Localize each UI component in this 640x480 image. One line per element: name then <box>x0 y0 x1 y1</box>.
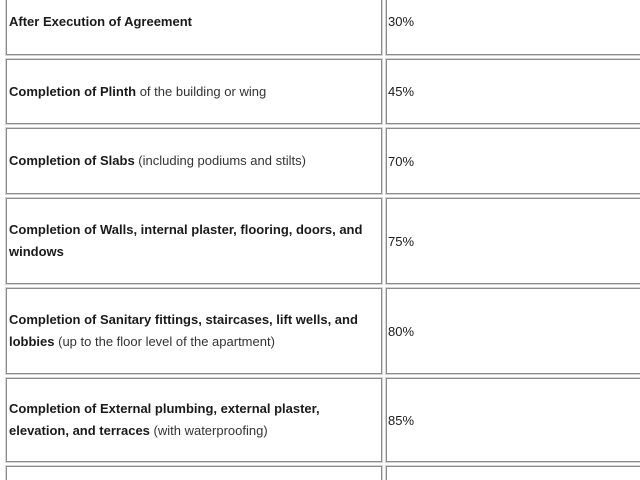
table-row-stage-cell <box>6 59 382 124</box>
table-row-percent-cell <box>386 198 640 284</box>
stage-text <box>9 219 375 263</box>
stage-note-text: (including podiums and stilts) <box>134 153 306 168</box>
stage-text <box>9 398 375 442</box>
stage-bold-text: Completion of Plinth <box>9 83 137 99</box>
stage-bold-text: Completion of Slabs <box>9 153 135 168</box>
table-row-percent-cell <box>386 288 640 374</box>
table-row-stage-cell <box>6 0 382 55</box>
table-row-stage-cell <box>6 198 382 284</box>
table-row-percent-cell <box>386 0 640 55</box>
stage-bold-text: Completion of External plumbing, external plaster, elevation, and terraces <box>9 401 320 438</box>
stage-note-text: of the building or wing <box>136 83 267 99</box>
percent-value: 45% <box>388 84 415 99</box>
percent-value: 70% <box>388 153 415 169</box>
percent-value: 80% <box>388 323 415 339</box>
table-row-percent-cell <box>386 128 640 194</box>
stage-text <box>9 150 306 172</box>
table-row-stage-cell <box>6 466 382 480</box>
percent-value: 30% <box>388 14 415 29</box>
table-row-percent-cell <box>386 466 640 480</box>
stage-bold-text: After Execution of Agreement <box>9 13 192 29</box>
table-row-stage-cell <box>6 128 382 194</box>
stage-bold-text: Completion of Sanitary fittings, staircases, lift wells, and lobbies <box>9 312 358 349</box>
stage-note-text: (with waterproofing) <box>149 423 268 438</box>
stage-bold-text: Completion of Walls, internal plaster, flooring, doors, and windows <box>9 222 363 259</box>
table-row-percent-cell <box>386 378 640 462</box>
table-row-stage-cell <box>6 288 382 374</box>
percent-value: 85% <box>388 412 415 428</box>
stage-text <box>9 309 375 353</box>
stage-text <box>9 11 192 33</box>
stage-text <box>9 81 266 103</box>
percent-value: 75% <box>388 233 415 249</box>
stage-note-text: (up to the floor level of the apartment) <box>54 334 275 349</box>
table-row-stage-cell <box>6 378 382 462</box>
table-row-percent-cell <box>386 59 640 124</box>
